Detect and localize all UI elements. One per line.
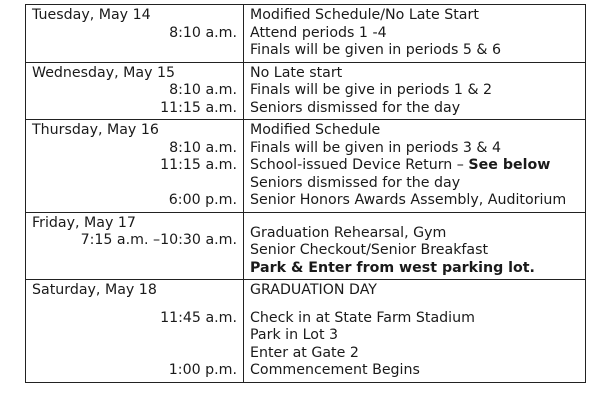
time-label: 11:15 a.m. — [160, 99, 237, 116]
day-time-cell — [26, 120, 244, 213]
schedule-row-saturday — [26, 280, 586, 383]
schedule-row-tuesday — [26, 5, 586, 63]
day-time-cell — [26, 62, 244, 120]
day-label: Wednesday, May 15 — [32, 64, 176, 81]
event-text: Senior Honors Awards Assembly, Auditorium — [250, 192, 567, 208]
event-text-bold: Park & Enter from west parking lot. — [250, 259, 535, 276]
schedule-table — [25, 4, 586, 383]
event-text: Senior Checkout/Senior Breakfast — [250, 242, 489, 258]
time-label: 8:10 a.m. — [169, 82, 237, 98]
schedule-row-wednesday — [26, 62, 586, 120]
event-cell — [244, 120, 586, 213]
event-text-with-bold — [250, 157, 579, 175]
event-text: Commencement Begins — [250, 362, 420, 378]
event-text: Graduation Rehearsal, Gym — [250, 224, 447, 241]
event-text: No Late start — [250, 64, 343, 81]
event-cell — [244, 212, 586, 280]
time-label: 11:45 a.m. — [160, 309, 237, 326]
event-text: Finals will be given in periods 3 & 4 — [250, 139, 502, 156]
time-label-empty — [32, 327, 237, 345]
schedule-row-thursday — [26, 120, 586, 213]
day-time-cell — [26, 280, 244, 383]
event-text: Modified Schedule — [250, 122, 381, 138]
event-text: GRADUATION DAY — [250, 282, 377, 298]
day-time-cell — [26, 5, 244, 63]
see-below-note: See below — [468, 157, 551, 173]
time-label: 6:00 p.m. — [168, 192, 237, 208]
day-label: Friday, May 17 — [32, 214, 136, 231]
event-cell — [244, 5, 586, 63]
time-label-empty — [32, 175, 237, 193]
day-label: Thursday, May 16 — [32, 122, 159, 138]
event-text: Seniors dismissed for the day — [250, 99, 461, 116]
day-label: Tuesday, May 14 — [32, 7, 151, 23]
event-text: Finals will be give in periods 1 & 2 — [250, 82, 493, 98]
time-label: 8:10 a.m. — [169, 139, 237, 156]
event-cell — [244, 280, 586, 383]
time-label-empty — [32, 345, 237, 363]
time-label: 8:10 a.m. — [169, 24, 237, 41]
event-text: Park in Lot 3 — [250, 327, 339, 343]
schedule-row-friday — [26, 212, 586, 280]
time-label: 11:15 a.m. — [160, 157, 237, 173]
event-text: Enter at Gate 2 — [250, 344, 359, 361]
event-text: Modified Schedule/No Late Start — [250, 7, 479, 23]
event-text: Finals will be given in periods 5 & 6 — [250, 42, 502, 58]
day-time-cell — [26, 212, 244, 280]
time-label: 1:00 p.m. — [168, 362, 237, 378]
event-cell — [244, 62, 586, 120]
time-label: 7:15 a.m. –10:30 a.m. — [80, 232, 237, 248]
event-text: School-issued Device Return – — [250, 157, 464, 173]
event-text: Seniors dismissed for the day — [250, 174, 461, 191]
day-label: Saturday, May 18 — [32, 282, 157, 298]
event-text: Check in at State Farm Stadium — [250, 309, 475, 326]
event-text: Attend periods 1 -4 — [250, 24, 387, 41]
